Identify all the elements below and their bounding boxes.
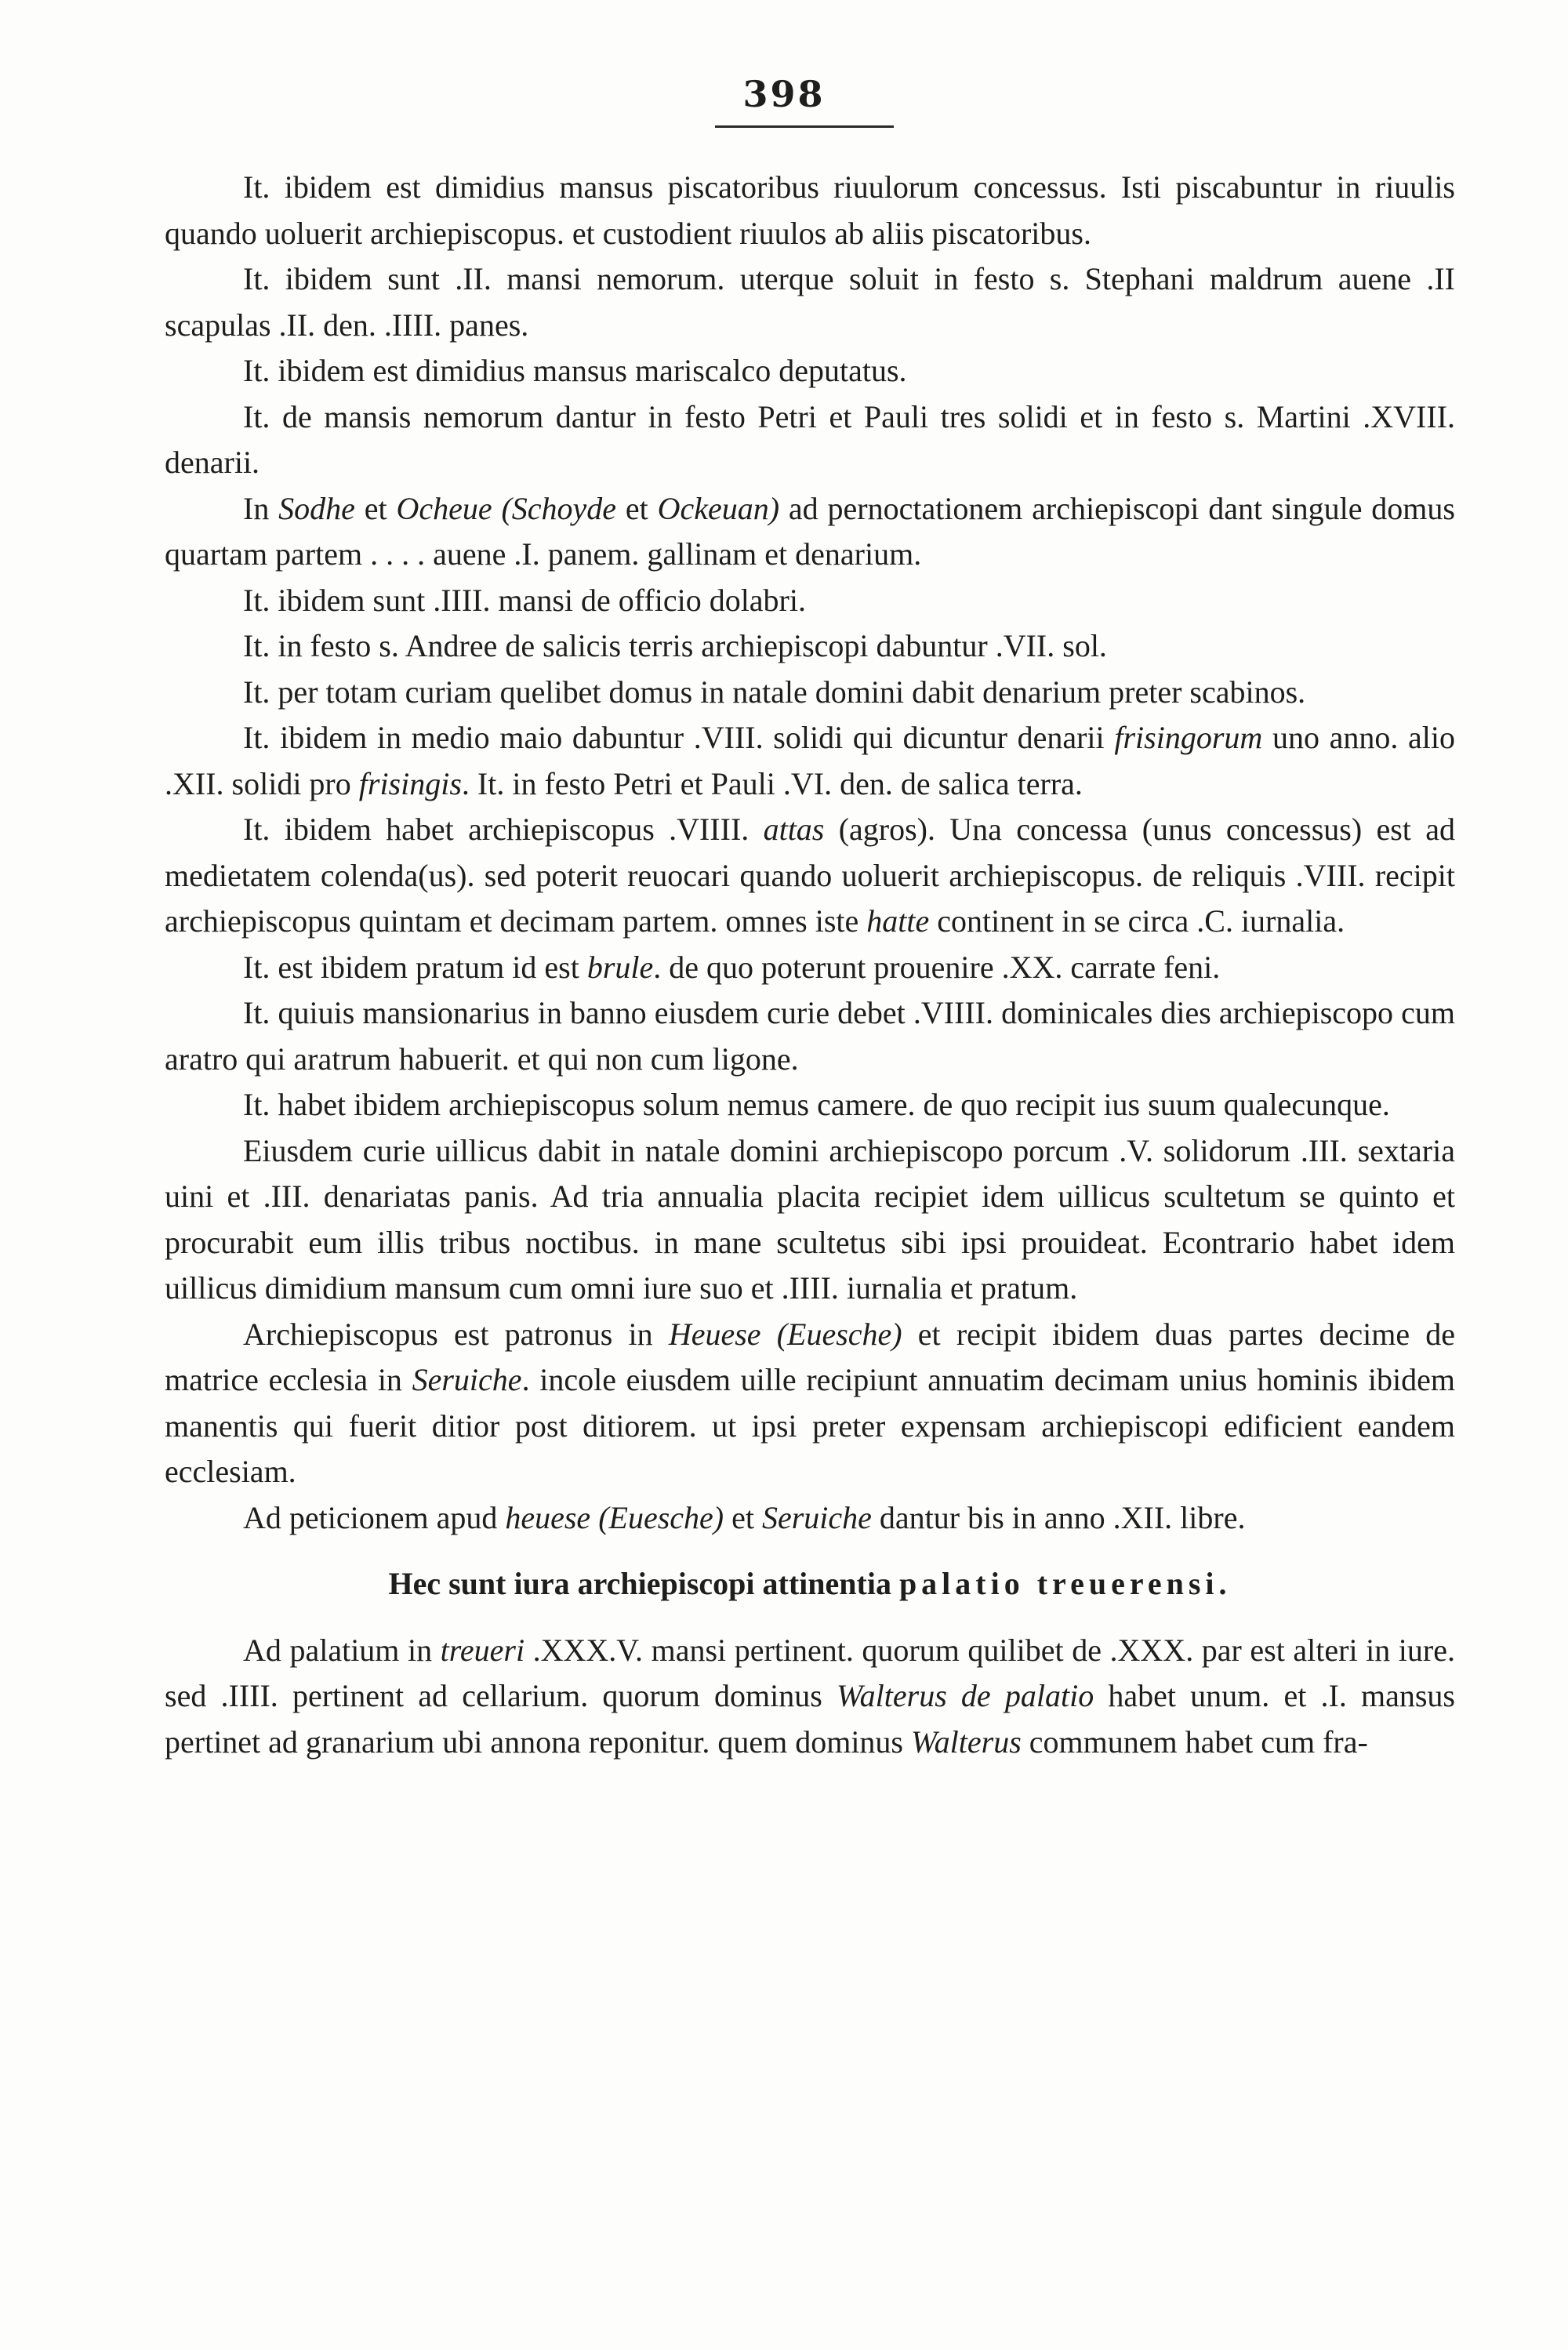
italic-text-run: Seruiche <box>761 1499 872 1535</box>
paragraph <box>165 1312 1455 1495</box>
paragraph <box>165 945 1455 991</box>
text-run: (agros). Una concessa (unus concessus) est ad medietatem colenda(us). sed poterit reuocari quando uoluerit archiepiscopus. de reliquis .VIII. recipit archiepiscopus quintam et decimam partem. omnes iste <box>165 812 1455 939</box>
text-run: et <box>724 1499 762 1535</box>
paragraph <box>165 486 1455 578</box>
italic-text-run: Walterus <box>911 1723 1022 1760</box>
paragraph <box>165 578 1455 624</box>
text-run: uno anno. alio .XII. solidi pro <box>165 720 1456 801</box>
text-run: et recipit ibidem duas partes decime de matrice ecclesia in <box>165 1316 1455 1397</box>
text-run: continent in se circa .C. iurnalia. <box>929 903 1345 939</box>
paragraph <box>165 623 1455 670</box>
text-run: .XXX.V. mansi pertinent. quorum quilibet de .XXX. par est alteri in iure. sed .IIII. pertinent ad cellarium. quorum dominus <box>165 1632 1455 1713</box>
italic-text-run: Walterus de palatio <box>837 1678 1094 1713</box>
text-run: It. per totam curiam quelibet domus in natale domini dabit denarium preter scabinos. <box>243 674 1306 710</box>
section-heading-lead: Hec sunt iura archiepiscopi attinentia <box>388 1566 899 1601</box>
text-run: It. de mansis nemorum dantur in festo Petri et Pauli tres solidi et in festo s. Martini .XVIII. denarii. <box>165 398 1455 480</box>
paragraph <box>165 670 1455 716</box>
italic-text-run: frisingis <box>358 765 462 801</box>
italic-text-run: treueri <box>440 1632 525 1668</box>
text-run: It. ibidem est dimidius mansus piscatoribus riuulorum concessus. Isti piscabuntur in riuulis quando uoluerit archiepiscopus. et custodient riuulos ab aliis piscatoribus. <box>165 169 1455 251</box>
italic-text-run: brule <box>586 949 654 985</box>
italic-text-run: Sodhe <box>278 490 355 526</box>
text-run: It. ibidem est dimidius mansus mariscalco deputatus. <box>243 353 907 388</box>
italic-text-run: attas <box>763 812 825 847</box>
text-run: It. ibidem sunt .IIII. mansi de officio dolabri. <box>243 582 806 618</box>
paragraph <box>165 1082 1455 1128</box>
paragraph <box>165 1128 1455 1312</box>
text-run: It. est ibidem pratum id est <box>243 949 587 985</box>
paragraph <box>165 348 1455 394</box>
page-number-rule <box>715 125 894 128</box>
text-run: et <box>354 490 397 526</box>
text-run: communem habet cum fra- <box>1021 1723 1368 1760</box>
paragraph <box>165 165 1455 256</box>
italic-text-run: Seruiche <box>412 1362 522 1397</box>
text-run: Eiusdem curie uillicus dabit in natale domini archiepiscopo porcum .V. solidorum .III. sextaria uini et .III. denariatas panis. Ad tria annualia placita recipiet idem uillicus scultetum se quinto et procurabit eum illis tribus noctibus. in mane scultetus sibi ipsi prouideat. Econtrario habet idem uillicus dimidium mansum cum omni iure suo et .IIII. iurnalia et pratum. <box>165 1132 1455 1306</box>
text-run: habet unum. et .I. mansus pertinet ad granarium ubi annona reponitur. quem dominus <box>165 1678 1455 1760</box>
text-run: It. ibidem sunt .II. mansi nemorum. uterque soluit in festo s. Stephani maldrum auene .II scapulas .II. den. .IIII. panes. <box>165 261 1455 343</box>
text-run: ad pernoctationem archiepiscopi dant singule domus quartam partem . . . . auene .I. panem. gallinam et denarium. <box>165 490 1455 572</box>
paragraph-group <box>165 165 1455 1541</box>
text-run: It. ibidem habet archiepiscopus .VIIII. <box>243 812 764 847</box>
paragraph <box>165 807 1455 945</box>
italic-text-run: Heuese (Euesche) <box>668 1316 902 1352</box>
text-run: Ad palatium in <box>243 1632 441 1668</box>
text-run: It. in festo s. Andree de salicis terris archiepiscopi dabuntur .VII. sol. <box>243 628 1107 663</box>
paragraph <box>165 256 1455 348</box>
paragraph <box>165 394 1455 486</box>
text-run: In <box>243 490 279 526</box>
page-number: 398 <box>742 73 826 115</box>
paragraph <box>165 715 1455 807</box>
text-run: It. ibidem in medio maio dabuntur .VIII. solidi qui dicuntur denarii <box>243 720 1115 755</box>
section-heading-spaced: palatio treuerensi. <box>898 1566 1232 1601</box>
text-run: . incole eiusdem uille recipiunt annuatim decimam unius hominis ibidem manentis qui fuerit ditior post ditiorem. ut ipsi preter expensam archiepiscopi edificient eandem ecclesiam. <box>165 1362 1455 1489</box>
paragraph <box>165 990 1455 1082</box>
text-run: et <box>616 490 658 526</box>
text-run: Ad peticionem apud <box>243 1499 506 1535</box>
text-run: It. habet ibidem archiepiscopus solum nemus camere. de quo recipit ius suum qualecunque. <box>243 1087 1390 1122</box>
paragraph <box>165 1495 1455 1542</box>
italic-text-run: hatte <box>866 903 930 939</box>
italic-text-run: Ocheue (Schoyde <box>396 490 617 526</box>
text-run: Archiepiscopus est patronus in <box>243 1316 669 1352</box>
paragraph-final <box>165 1628 1455 1766</box>
italic-text-run: Ockeuan) <box>657 490 780 526</box>
text-run: . It. in festo Petri et Pauli .VI. den. de salica terra. <box>461 765 1083 801</box>
section-heading <box>165 1561 1455 1607</box>
italic-text-run: frisingorum <box>1114 720 1263 755</box>
text-body <box>165 165 1455 1765</box>
text-run: dantur bis in anno .XII. libre. <box>871 1499 1246 1535</box>
text-run: It. quiuis mansionarius in banno eiusdem curie debet .VIIII. dominicales dies archiepiscopo cum aratro qui aratrum habuerit. et qui non cum ligone. <box>165 995 1455 1077</box>
italic-text-run: heuese (Euesche) <box>505 1499 724 1535</box>
text-run: . de quo poterunt prouenire .XX. carrate feni. <box>653 949 1221 985</box>
